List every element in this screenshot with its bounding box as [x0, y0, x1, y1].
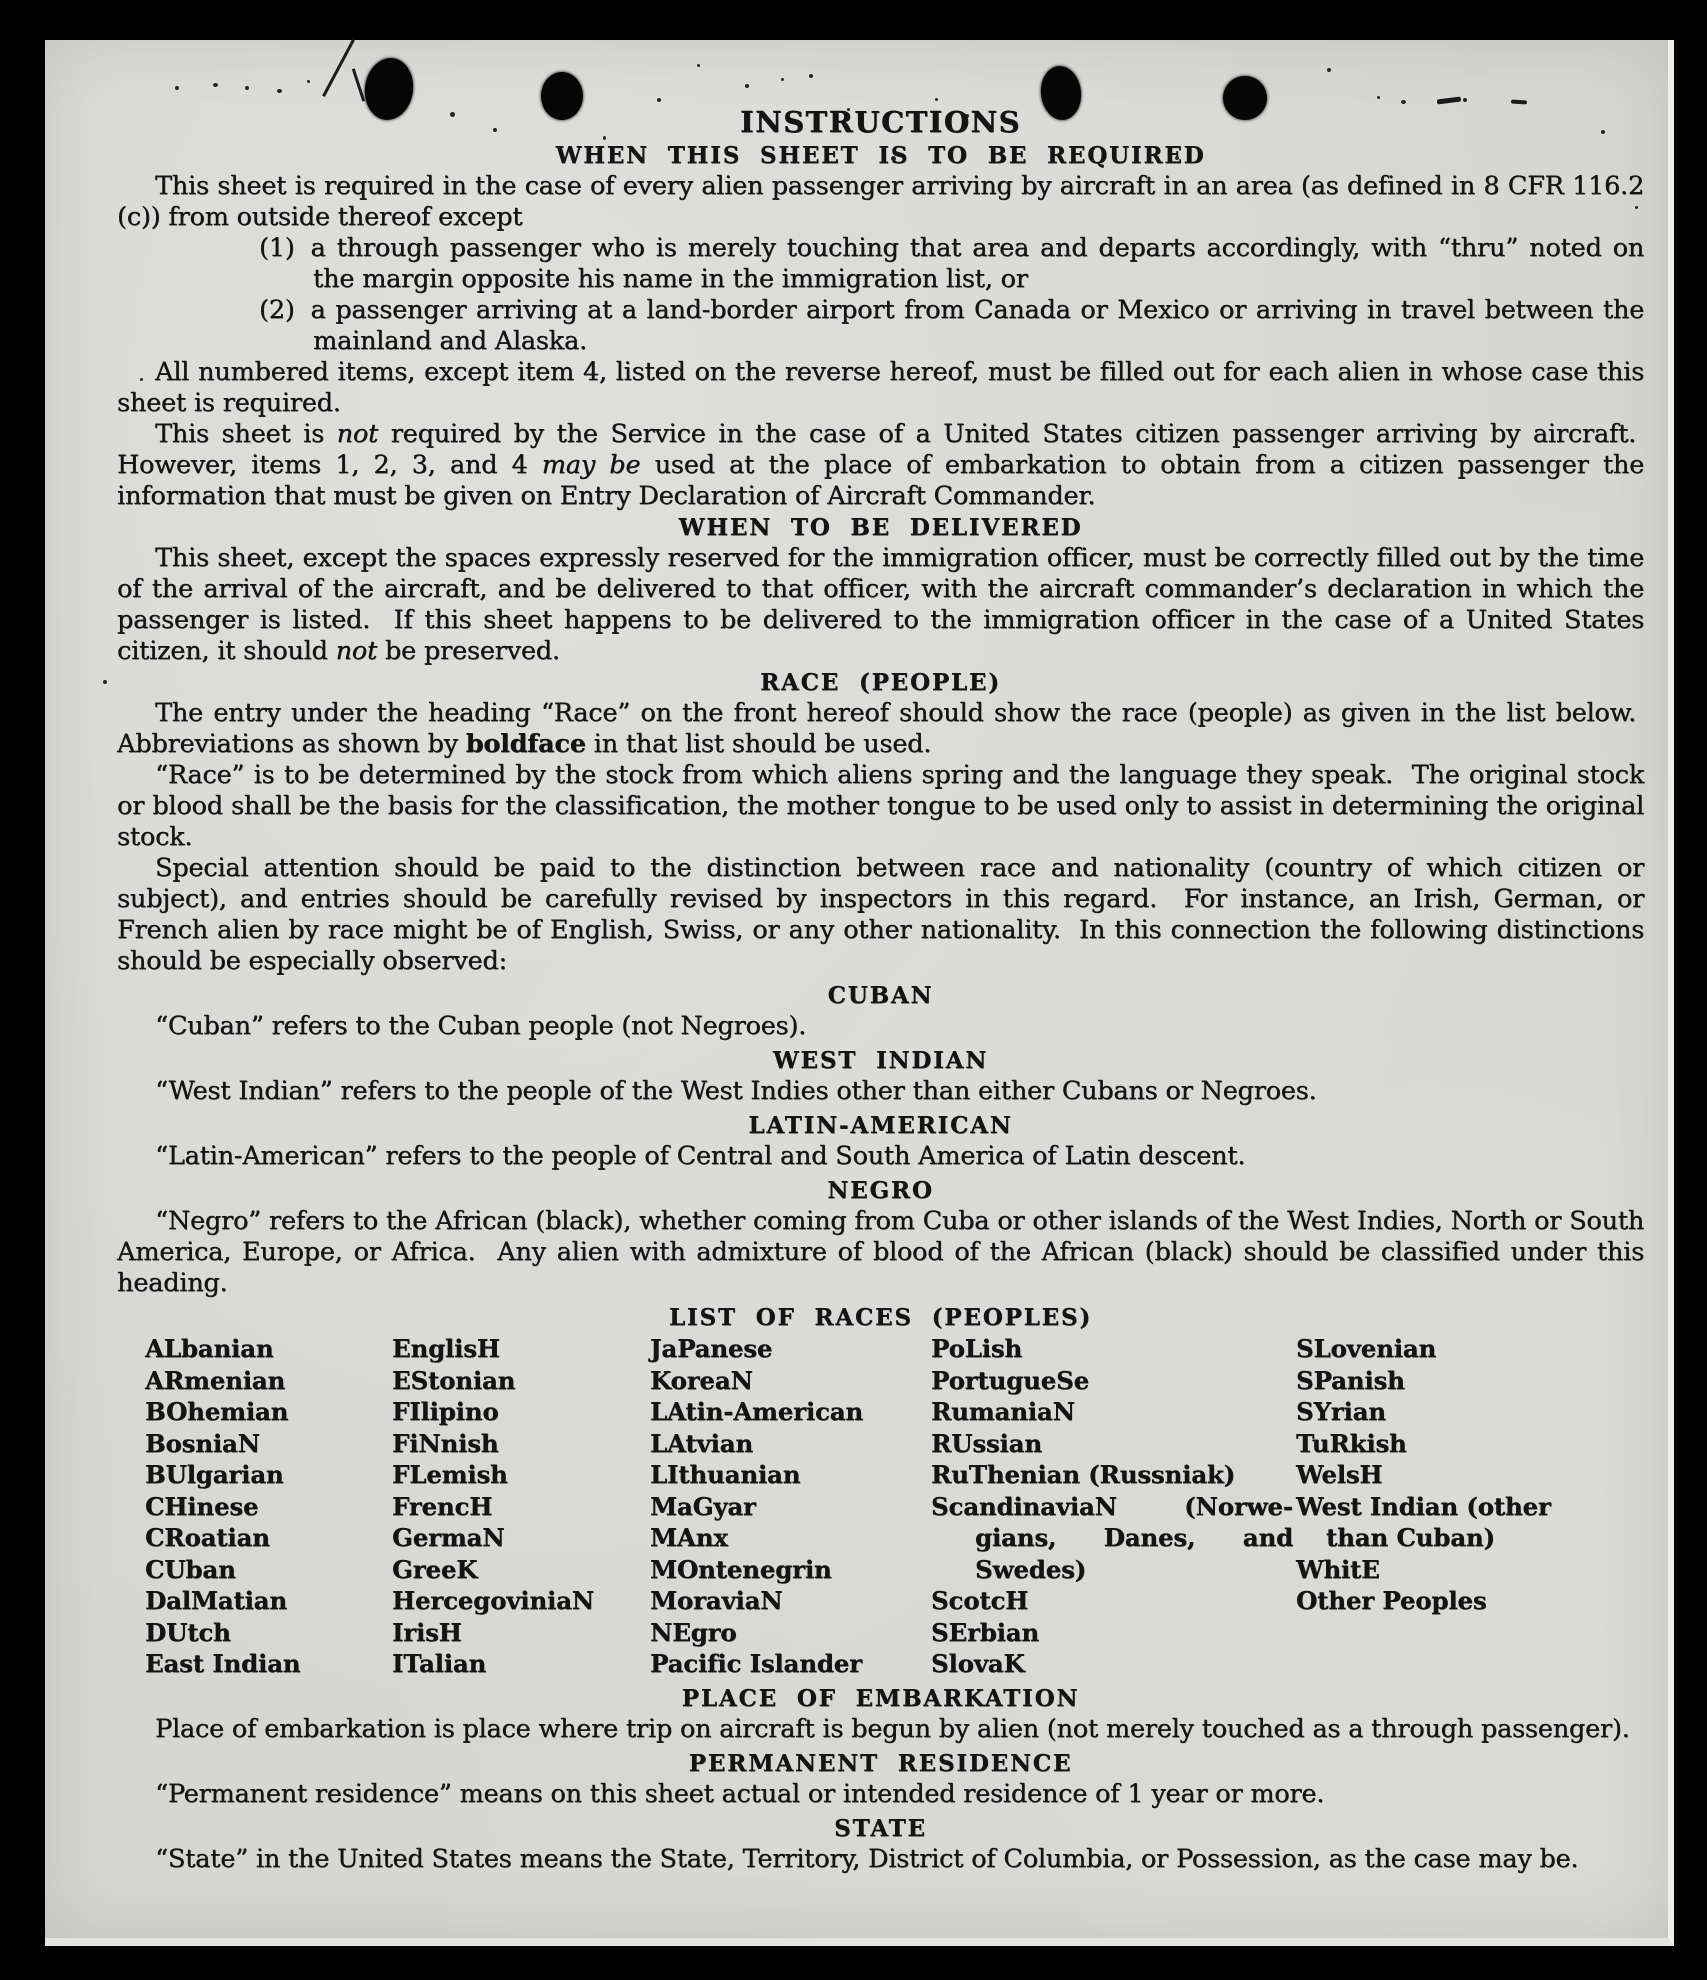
race-item: CRoatian [145, 1523, 270, 1552]
paragraph: “Negro” refers to the African (black), whether coming from Cuba or other islands of the West Indies, North or South America, Europe, or Africa. Any alien with admixture of blood of the African (black) should be classified under this heading. [117, 1206, 1644, 1298]
item-number: (2) [259, 295, 295, 325]
section-heading-latin-american: LATIN-AMERICAN [748, 1112, 1013, 1139]
bold-text: boldface [465, 729, 586, 759]
italic-text: not [336, 419, 379, 449]
race-item: BUlgarian [145, 1460, 284, 1489]
race-item: CUban [145, 1554, 236, 1584]
section-heading-permanent-residence: PERMANENT RESIDENCE [688, 1749, 1073, 1777]
section-heading-when-required: WHEN THIS SHEET IS TO BE REQUIRED [555, 142, 1206, 169]
item-text: a through passenger who is merely touching that area and departs accordingly, with “thru” noted on the margin opposite his name in the immigration list, or [310, 233, 1644, 294]
race-item: FiNnish [392, 1428, 499, 1458]
section-heading-place-of-embarkation: PLACE OF EMBARKATION [681, 1684, 1080, 1712]
races-list [145, 1333, 1644, 1680]
race-item: ScotcH [931, 1586, 1029, 1615]
item-text: a passenger arriving at a land-border airport from Canada or Mexico or arriving in travel between the mainland and Alaska. [310, 295, 1644, 356]
race-item: EnglisH [392, 1334, 500, 1363]
race-item: FrencH [392, 1491, 493, 1521]
paragraph: “Race” is to be determined by the stock from which aliens spring and the language they speak. The original stock or blood shall be the basis for the classification, the mother tongue to be used only to assist in determining the original stock. [117, 760, 1644, 852]
race-item: SErbian [931, 1617, 1040, 1647]
numbered-item-2 [117, 295, 1644, 357]
races-column-5 [1296, 1333, 1644, 1617]
race-item: DalMatian [145, 1586, 287, 1615]
race-item: KoreaN [650, 1365, 753, 1395]
race-item: RumaniaN [931, 1397, 1075, 1426]
race-item: SLovenian [1296, 1334, 1437, 1363]
race-item: LIthuanian [650, 1460, 801, 1489]
paragraph: Place of embarkation is place where trip on aircraft is begun by alien (not merely touched as a through passenger). [155, 1713, 1630, 1744]
race-item: ITalian [392, 1649, 487, 1678]
race-item: WelsH [1296, 1460, 1383, 1489]
text-segment: used at the place of embarkation to obtain from a citizen passenger the information that must be given on Entry Declaration of Aircraft Commander. [117, 450, 1644, 511]
page-title: INSTRUCTIONS [740, 105, 1021, 139]
race-item: West Indian (other than Cuban) [1296, 1491, 1551, 1552]
section-heading-when-delivered: WHEN TO BE DELIVERED [678, 514, 1083, 541]
section-heading-west-indian: WEST INDIAN [772, 1047, 989, 1074]
document-page [45, 40, 1674, 1946]
section-heading-race: RACE (PEOPLE) [760, 669, 1001, 696]
races-column-4 [931, 1333, 1296, 1680]
paragraph: “West Indian” refers to the people of the West Indies other than either Cubans or Negroes. [155, 1076, 1317, 1106]
race-item: MoraviaN [650, 1586, 783, 1615]
section-heading-list-of-races: LIST OF RACES (PEOPLES) [668, 1304, 1093, 1331]
race-item: BOhemian [145, 1397, 289, 1426]
races-column-1 [145, 1333, 392, 1680]
race-item: ALbanian [145, 1334, 274, 1363]
race-item: East Indian [145, 1649, 301, 1678]
race-item: Other Peoples [1296, 1586, 1487, 1615]
races-column-2 [392, 1333, 650, 1680]
paragraph [117, 543, 1644, 667]
paragraph: “State” in the United States means the State, Territory, District of Columbia, or Possession, as the case may be. [155, 1843, 1579, 1874]
race-item: DUtch [145, 1617, 231, 1647]
race-item: SPanish [1296, 1365, 1405, 1395]
race-item: RuThenian (Russniak) [931, 1460, 1236, 1489]
text-segment: in that list should be used. [585, 729, 932, 759]
paragraph [117, 419, 1644, 512]
race-item: GermaN [392, 1523, 505, 1552]
race-item: BosniaN [145, 1428, 260, 1458]
text-segment: be preserved. [377, 636, 560, 666]
item-number: (1) [259, 233, 295, 263]
race-item: WhitE [1296, 1554, 1380, 1584]
paragraph: Special attention should be paid to the distinction between race and nationality (country of which citizen or subject), and entries should be carefully revised by inspectors in this regard. For instance, an Irish, German, or French alien by race might be of English, Swiss, or any other nationality. In this connection the following distinctions should be especially observed: [117, 853, 1644, 976]
text-segment: This sheet is [155, 419, 337, 449]
section-heading-cuban: CUBAN [827, 982, 934, 1009]
race-item: JaPanese [650, 1334, 773, 1363]
race-item: IrisH [392, 1617, 462, 1647]
race-item: SYrian [1296, 1397, 1386, 1426]
italic-text: not [335, 636, 378, 666]
race-item: PortugueSe [931, 1365, 1089, 1395]
race-item: EStonian [392, 1365, 516, 1395]
text-segment: The entry under the heading “Race” on the front hereof should show the race (people) as given in the list below. Abbreviations as shown by [117, 698, 1644, 759]
race-item: LAtin-American [650, 1397, 863, 1426]
race-item: HercegoviniaN [392, 1586, 594, 1615]
race-item: PoLish [931, 1334, 1023, 1363]
race-item: GreeK [392, 1554, 478, 1584]
race-item: MAnx [650, 1523, 728, 1552]
race-item: CHinese [145, 1491, 259, 1521]
document-content [45, 40, 1668, 1875]
paragraph: All numbered items, except item 4, listed on the reverse hereof, must be filled out for each alien in whose case this sheet is required. [117, 357, 1644, 418]
paragraph [117, 698, 1644, 760]
race-item: LAtvian [650, 1428, 753, 1458]
text-segment: This sheet, except the spaces expressly reserved for the immigration officer, must be correctly filled out by the time of the arrival of the aircraft, and be delivered to that officer, with the aircraft commander’s declaration in which the passenger is listed. If this sheet happens to be delivered to the immigration officer in the case of a United States citizen, it should [117, 543, 1644, 666]
race-item: ScandinaviaN (Norwegians, Danes, and Swedes) [931, 1491, 1293, 1584]
italic-text: may be [541, 450, 641, 480]
paragraph: “Permanent residence” means on this sheet actual or intended residence of 1 year or more. [155, 1778, 1325, 1809]
numbered-item-1 [117, 233, 1644, 295]
race-item: NEgro [650, 1617, 737, 1647]
race-item: RUssian [931, 1428, 1042, 1458]
race-item: FIlipino [392, 1397, 499, 1426]
race-item: MOntenegrin [650, 1554, 832, 1584]
paragraph: “Latin-American” refers to the people of Central and South America of Latin descent. [155, 1141, 1246, 1171]
section-heading-state: STATE [834, 1814, 927, 1842]
races-column-3 [650, 1333, 931, 1680]
paragraph: “Cuban” refers to the Cuban people (not Negroes). [155, 1011, 807, 1041]
text-segment: required by the Service in the case of a United States citizen passenger arriving by aircraft. However, items 1, 2, 3, and 4 [117, 419, 1644, 480]
section-heading-negro: NEGRO [827, 1177, 934, 1204]
race-item: SlovaK [931, 1649, 1025, 1678]
paragraph: This sheet is required in the case of every alien passenger arriving by aircraft in an area (as defined in 8 CFR 116.2 (c)) from outside thereof except [117, 171, 1644, 232]
race-item: Pacific Islander [650, 1649, 862, 1678]
race-item: MaGyar [650, 1491, 756, 1521]
race-item: TuRkish [1296, 1428, 1407, 1458]
race-item: FLemish [392, 1460, 508, 1489]
race-item: ARmenian [145, 1365, 286, 1395]
